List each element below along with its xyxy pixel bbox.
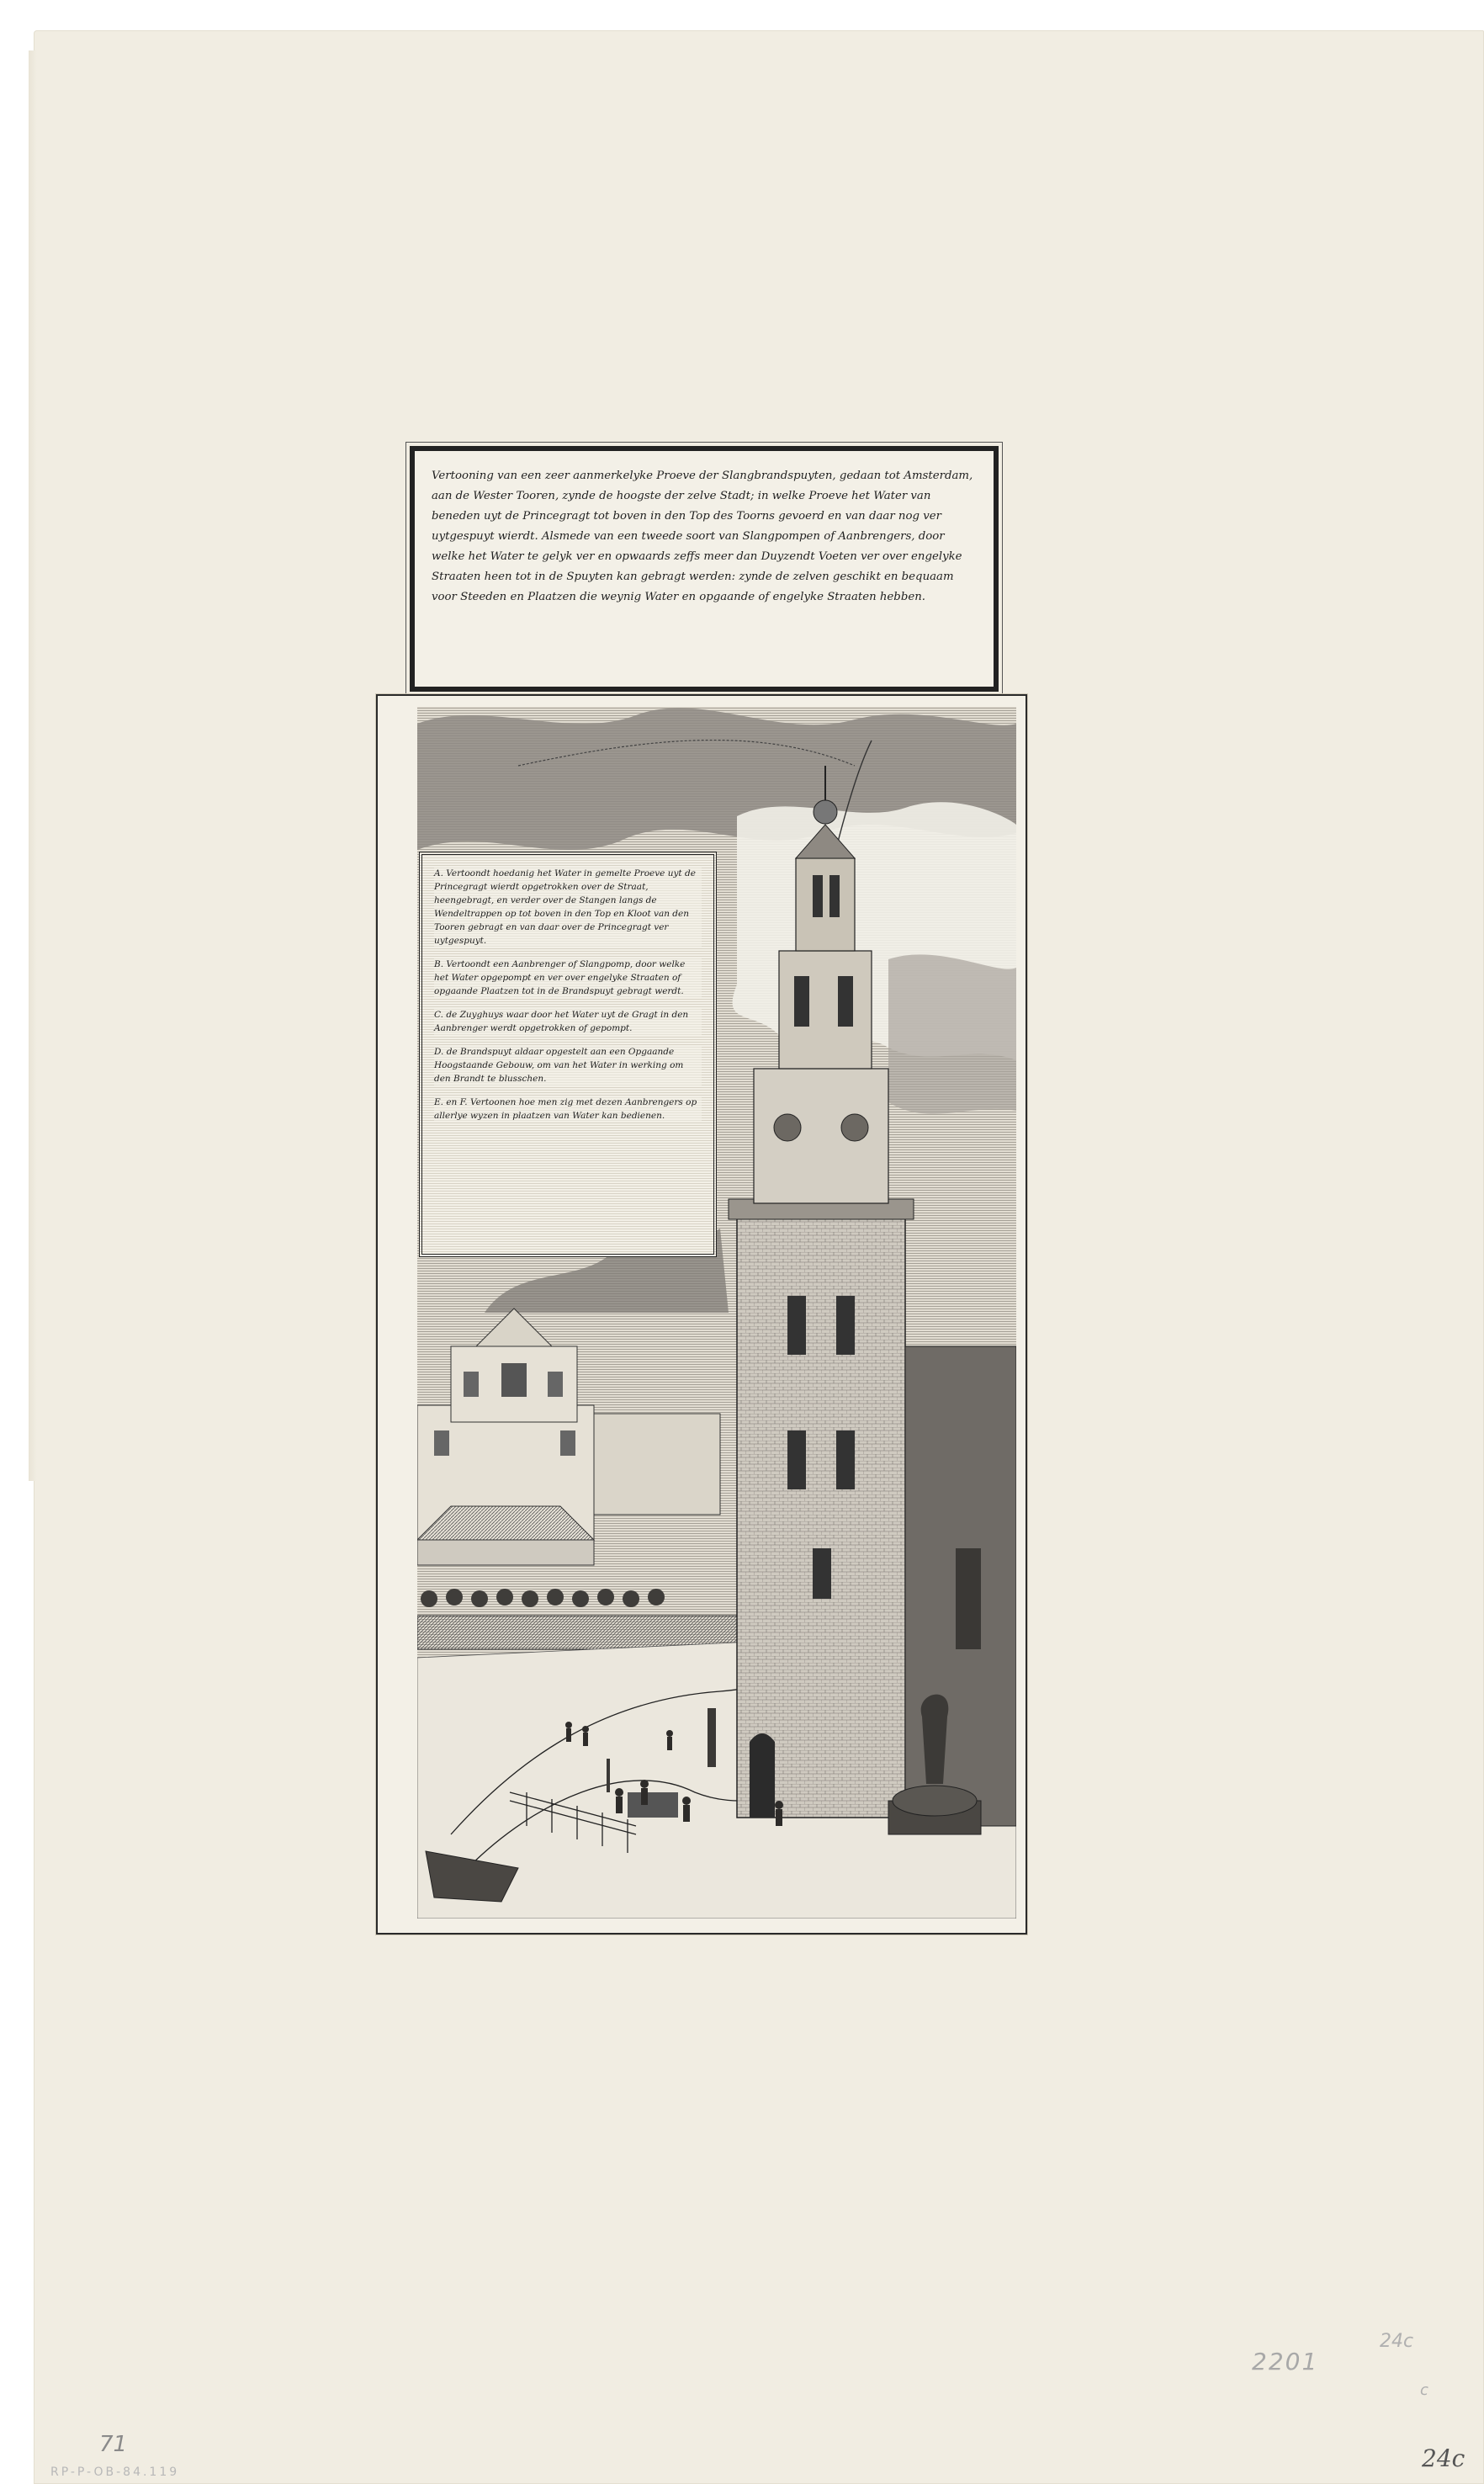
caption-text: Vertooning van een zeer aanmerkelyke Proeve der Slangbrandspuyten, gedaan tot Amsterdam, aan de Wester Tooren, zynde de hoogste der zelve Stadt; in welke Proeve het Water van beneden uyt de Princegragt tot boven in den Top des Toorns gevoerd en van daar nog ver uytgespuyt wierdt. Alsmede van een tweede soort van Slangpompen of Aanbrengers, door welke het Water te gelyk ver en opwaards zeffs meer dan Duyzendt Voeten ver over engelyke Straaten heen tot in de Spuyten kan gebragt werden: zynde de zelven geschikt en bequaam voor Steeden en Plaatzen die weynig Water en opgaande of engelyke Straaten hebben.	[432, 470, 973, 603]
legend-entry-b: B. Vertoondt een Aanbrenger of Slangpomp, door welke het Water opgepompt en ver over engelyke Straaten of opgaande Plaatzen tot in de Brandspuyt gebragt werdt.	[434, 958, 702, 998]
tower-orb	[814, 800, 837, 824]
legend-entry-a: A. Vertoondt hoedanig het Water in gemelte Proeve uyt de Princegragt wierdt opgetrokken over de Straat, heengebragt, en verder over de Stangen langs de Wendeltrappen op tot boven in den Top en Kloot van den Tooren gebragt en van daar over de Princegragt ver uytgespuyt.	[434, 867, 702, 947]
cloud-shadow	[888, 954, 1016, 1113]
pencil-mark-top: 24c	[1380, 2331, 1414, 2352]
pencil-mark-c: c	[1420, 2381, 1428, 2399]
legend-entry-c: C. de Zuyghuys waar door het Water uyt de Gragt in den Aanbrenger werdt opgetrokken of gepompt.	[434, 1008, 702, 1035]
legend-entry-e: E. en F. Vertoonen hoe men zig met dezen Aanbrengers op allerlye wyzen in plaatzen van Water kan bedienen.	[434, 1096, 702, 1123]
legend-entry-d: D. de Brandspuyt aldaar opgestelt aan een Opgaande Hoogstaande Gebouw, om van het Water in werking om den Brandt te blusschen.	[434, 1045, 702, 1085]
ink-mark: 24c	[1422, 2444, 1465, 2472]
church-window	[956, 1548, 981, 1649]
canal	[417, 1616, 737, 1649]
pencil-inventory: 2201	[1252, 2348, 1319, 2375]
legend-panel	[419, 852, 717, 1257]
torn-paper-edge	[29, 50, 37, 1481]
pencil-number: 71	[99, 2432, 128, 2457]
caption-cartouche	[410, 446, 999, 692]
garden-wall	[594, 1414, 720, 1515]
museum-number: RP-P-OB-84.119	[50, 2465, 180, 2479]
